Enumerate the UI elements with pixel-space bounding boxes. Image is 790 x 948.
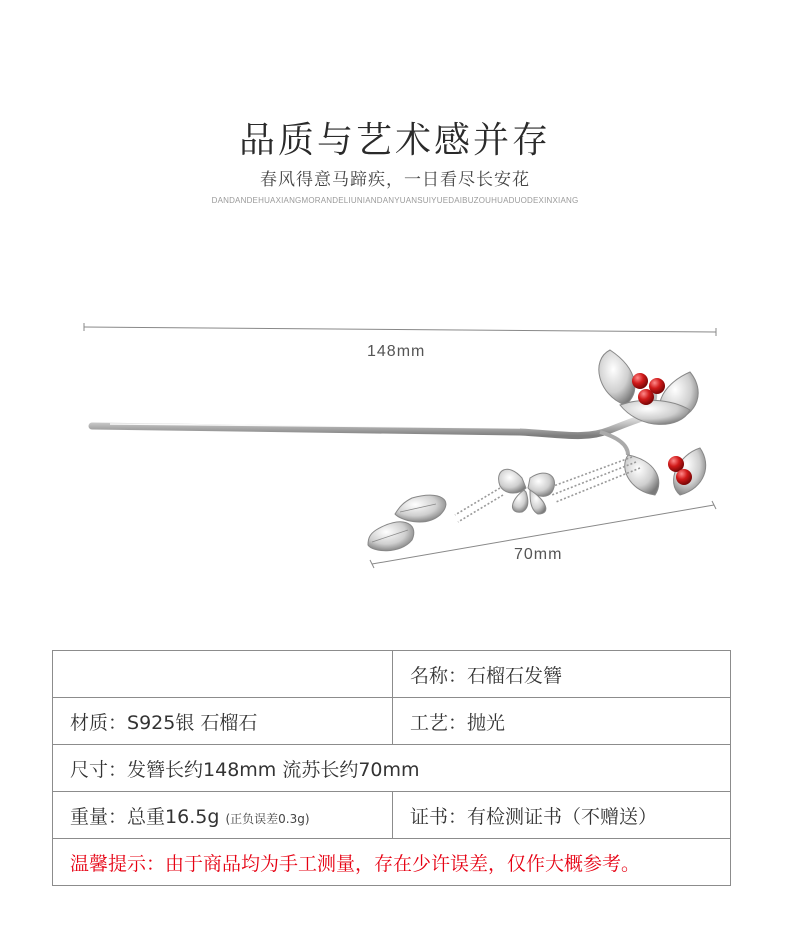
notice-value: 由于商品均为手工测量，存在少许误差，仅作大概参考。	[165, 852, 641, 875]
length-dimension-line	[84, 323, 716, 336]
craft-cell	[393, 698, 731, 745]
spec-table	[52, 650, 731, 886]
certificate-label: 证书：	[410, 805, 468, 828]
weight-value: 总重16.5g	[127, 805, 220, 828]
name-label: 名称：	[410, 664, 468, 687]
certificate-cell	[393, 792, 731, 839]
silver-leaves	[368, 495, 446, 551]
lower-silver-flower	[625, 448, 706, 495]
table-row	[53, 651, 731, 698]
weight-label: 重量：	[70, 805, 128, 828]
page-title: 品质与艺术感并存	[238, 120, 551, 161]
size-value: 发簪长约148mm 流苏长约70mm	[127, 758, 420, 781]
name-cell	[393, 651, 731, 698]
name-value: 石榴石发簪	[467, 664, 563, 687]
material-label: 材质：	[70, 711, 128, 734]
weight-cell	[53, 792, 393, 839]
pinyin-line: DANDANDEHUAXIANGMORANDELIUNIANDANYUANSUIYUEDAIBUZOUHUADUODEXINXIANG	[211, 196, 579, 205]
tassel-length-label: 70mm	[514, 546, 563, 563]
silver-butterfly	[499, 469, 555, 514]
table-row	[53, 698, 731, 745]
notice-cell	[53, 839, 731, 886]
length-label: 148mm	[367, 343, 426, 360]
material-value: S925银 石榴石	[127, 711, 258, 734]
empty-cell	[53, 651, 393, 698]
hairpin-shaft	[92, 412, 660, 436]
craft-label: 工艺：	[410, 711, 468, 734]
table-row	[53, 745, 731, 792]
upper-silver-flower	[599, 350, 698, 424]
size-cell	[53, 745, 731, 792]
page-subtitle: 春风得意马蹄疾，一日看尽长安花	[260, 170, 530, 190]
notice-label: 温馨提示：	[70, 852, 166, 875]
table-row	[53, 792, 731, 839]
certificate-value: 有检测证书（不赠送）	[467, 805, 658, 828]
craft-value: 抛光	[467, 711, 506, 734]
table-row	[53, 839, 731, 886]
weight-tolerance-note: (正负误差0.3g)	[225, 811, 310, 826]
material-cell	[53, 698, 393, 745]
size-label: 尺寸：	[70, 758, 128, 781]
